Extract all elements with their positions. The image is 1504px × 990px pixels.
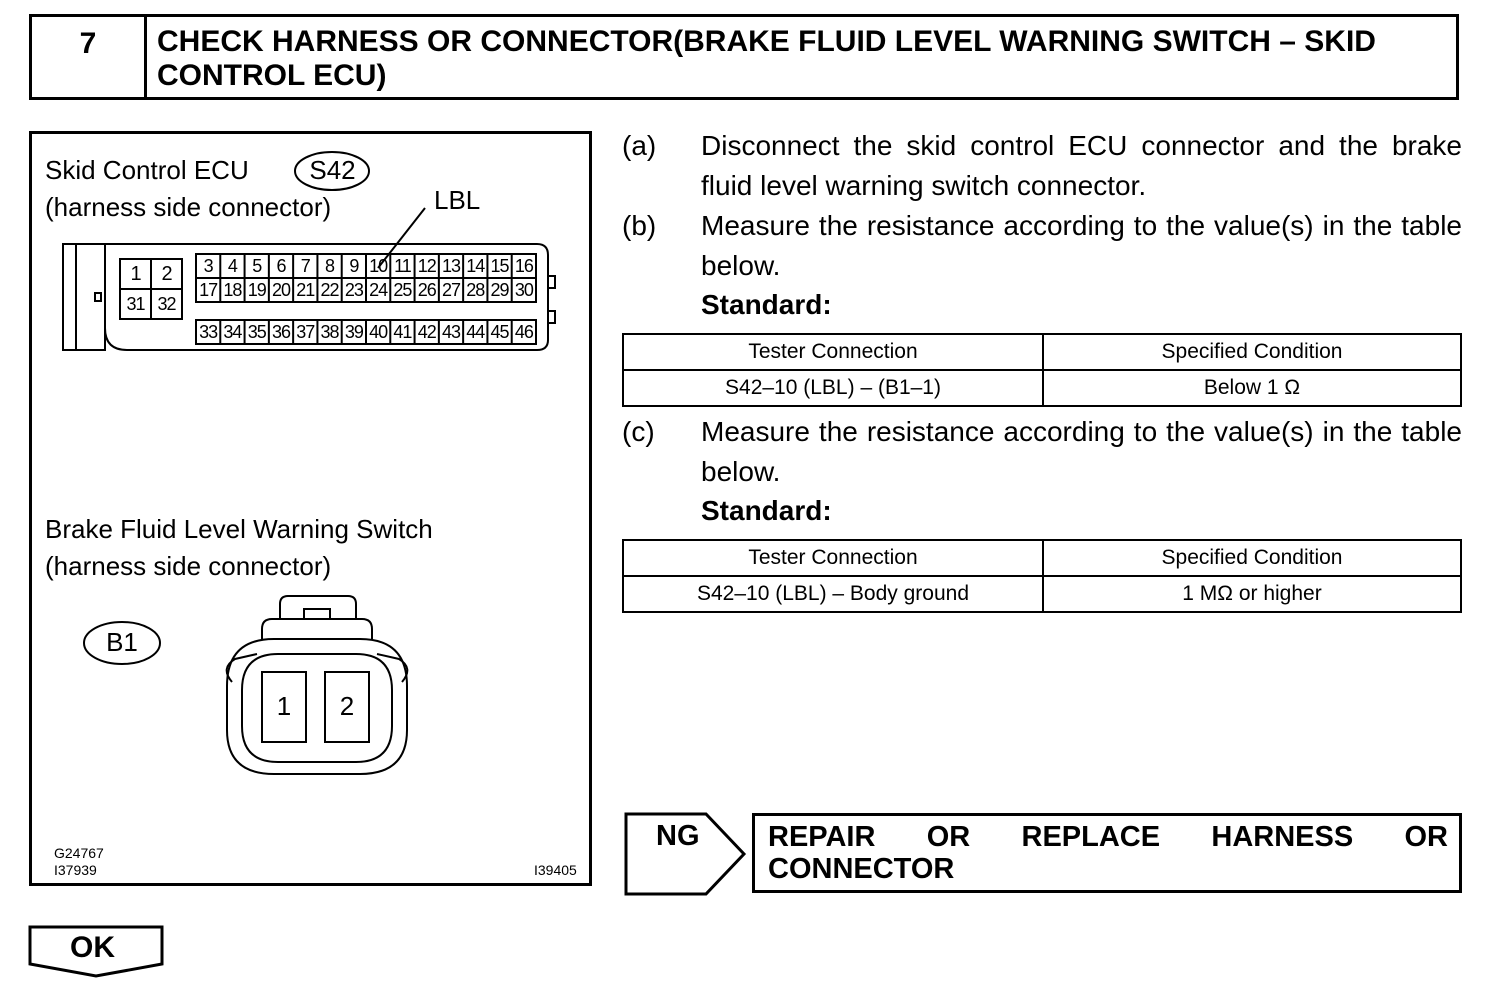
ecu-pin-11: 11 xyxy=(394,256,411,276)
ecu-pin-25: 25 xyxy=(393,280,412,300)
ecu-pin-6: 6 xyxy=(276,256,286,276)
ecu-pin-18: 18 xyxy=(223,280,242,300)
ref-code-2: I37939 xyxy=(54,862,97,878)
ecu-pin-42: 42 xyxy=(417,322,436,342)
step-b-text: Measure the resistance according to the value(s) in the table below. xyxy=(701,210,1462,281)
step-number: 7 xyxy=(32,17,147,97)
ecu-pin-31: 31 xyxy=(126,294,145,314)
ecu-pin-38: 38 xyxy=(320,322,339,342)
table-header-row xyxy=(623,540,1461,576)
ecu-pin-23: 23 xyxy=(344,280,363,300)
ecu-pin-9: 9 xyxy=(349,256,359,276)
switch-pin-2: 2 xyxy=(339,691,355,721)
ecu-pin-5: 5 xyxy=(252,256,262,276)
step-title: CHECK HARNESS OR CONNECTOR(BRAKE FLUID LEVEL WARNING SWITCH – SKID CONTROL ECU) xyxy=(157,25,1376,92)
ecu-pin-26: 26 xyxy=(417,280,436,300)
step-c-text: Measure the resistance according to the value(s) in the table below. xyxy=(701,416,1462,487)
ecu-pin-16: 16 xyxy=(514,256,533,276)
ng-action-box xyxy=(752,813,1462,893)
switch-title: Brake Fluid Level Warning Switch xyxy=(45,514,433,544)
table-cell: S42–10 (LBL) – (B1–1) xyxy=(623,370,1043,406)
ecu-pin-43: 43 xyxy=(441,322,460,342)
ecu-pin-45: 45 xyxy=(490,322,509,342)
ecu-pin-29: 29 xyxy=(490,280,509,300)
ecu-pin-12: 12 xyxy=(417,256,436,276)
ecu-pin-44: 44 xyxy=(466,322,485,342)
ecu-pin-39: 39 xyxy=(344,322,363,342)
ecu-pin-20: 20 xyxy=(271,280,290,300)
ecu-pin-35: 35 xyxy=(247,322,266,342)
ref-code-3: I39405 xyxy=(534,862,577,878)
ecu-pin-13: 13 xyxy=(441,256,460,276)
step-a-letter: (a) xyxy=(622,130,657,161)
ok-label: OK xyxy=(70,931,115,964)
ecu-subtitle: (harness side connector) xyxy=(45,192,332,222)
ecu-pin-15: 15 xyxy=(490,256,509,276)
ecu-pin-4: 4 xyxy=(227,256,237,276)
ecu-pin-19: 19 xyxy=(247,280,266,300)
ecu-pin-3: 3 xyxy=(203,256,213,276)
lbl-label: LBL xyxy=(434,185,481,215)
ng-action-text: REPAIR OR REPLACE HARNESS OR CONNECTOR xyxy=(768,821,1448,885)
spec-table-2 xyxy=(622,539,1462,613)
ecu-pin-21: 21 xyxy=(296,280,315,300)
switch-code: B1 xyxy=(106,627,138,657)
table-cell: 1 MΩ or higher xyxy=(1043,576,1461,612)
ecu-pin-37: 37 xyxy=(296,322,315,342)
ecu-pin-10: 10 xyxy=(369,256,388,276)
ecu-title: Skid Control ECU xyxy=(45,155,249,185)
ecu-pin-22: 22 xyxy=(320,280,339,300)
ecu-pin-14: 14 xyxy=(466,256,485,276)
switch-pin-1: 1 xyxy=(276,691,292,721)
ecu-pin-41: 41 xyxy=(393,322,412,342)
ecu-pin-28: 28 xyxy=(466,280,485,300)
table-row xyxy=(623,370,1461,406)
step-b-letter: (b) xyxy=(622,210,657,241)
standard-label-1: Standard: xyxy=(701,289,832,320)
step-a-text: Disconnect the skid control ECU connector and the brake fluid level warning switch connector. xyxy=(701,130,1462,201)
ecu-pin-17: 17 xyxy=(199,280,218,300)
ecu-pin-27: 27 xyxy=(441,280,460,300)
ecu-pin-34: 34 xyxy=(223,322,242,342)
ecu-pin-2: 2 xyxy=(161,263,172,285)
ecu-pin-8: 8 xyxy=(325,256,335,276)
standard-label-2: Standard: xyxy=(701,495,832,526)
ecu-pin-36: 36 xyxy=(271,322,290,342)
table-row xyxy=(623,576,1461,612)
table-header: Specified Condition xyxy=(1043,540,1461,576)
ecu-pin-33: 33 xyxy=(199,322,218,342)
ecu-pin-46: 46 xyxy=(514,322,533,342)
ecu-pin-24: 24 xyxy=(369,280,388,300)
ecu-code: S42 xyxy=(309,155,356,185)
ecu-pin-32: 32 xyxy=(157,294,176,314)
step-c-letter: (c) xyxy=(622,416,655,447)
spec-table-1 xyxy=(622,333,1462,407)
connector-diagram xyxy=(29,131,592,886)
ecu-pin-40: 40 xyxy=(369,322,388,342)
ecu-pin-1: 1 xyxy=(130,263,141,285)
table-header-row xyxy=(623,334,1461,370)
table-cell: S42–10 (LBL) – Body ground xyxy=(623,576,1043,612)
switch-subtitle: (harness side connector) xyxy=(45,551,332,581)
switch-connector-body xyxy=(227,596,408,774)
table-header: Tester Connection xyxy=(623,540,1043,576)
table-cell: Below 1 Ω xyxy=(1043,370,1461,406)
ng-label: NG xyxy=(656,820,700,852)
ecu-pin-7: 7 xyxy=(300,256,310,276)
connector-drawing xyxy=(32,134,589,883)
step-header xyxy=(29,14,1459,100)
ecu-pin-30: 30 xyxy=(514,280,533,300)
ref-code-1: G24767 xyxy=(54,845,104,861)
table-header: Specified Condition xyxy=(1043,334,1461,370)
table-header: Tester Connection xyxy=(623,334,1043,370)
